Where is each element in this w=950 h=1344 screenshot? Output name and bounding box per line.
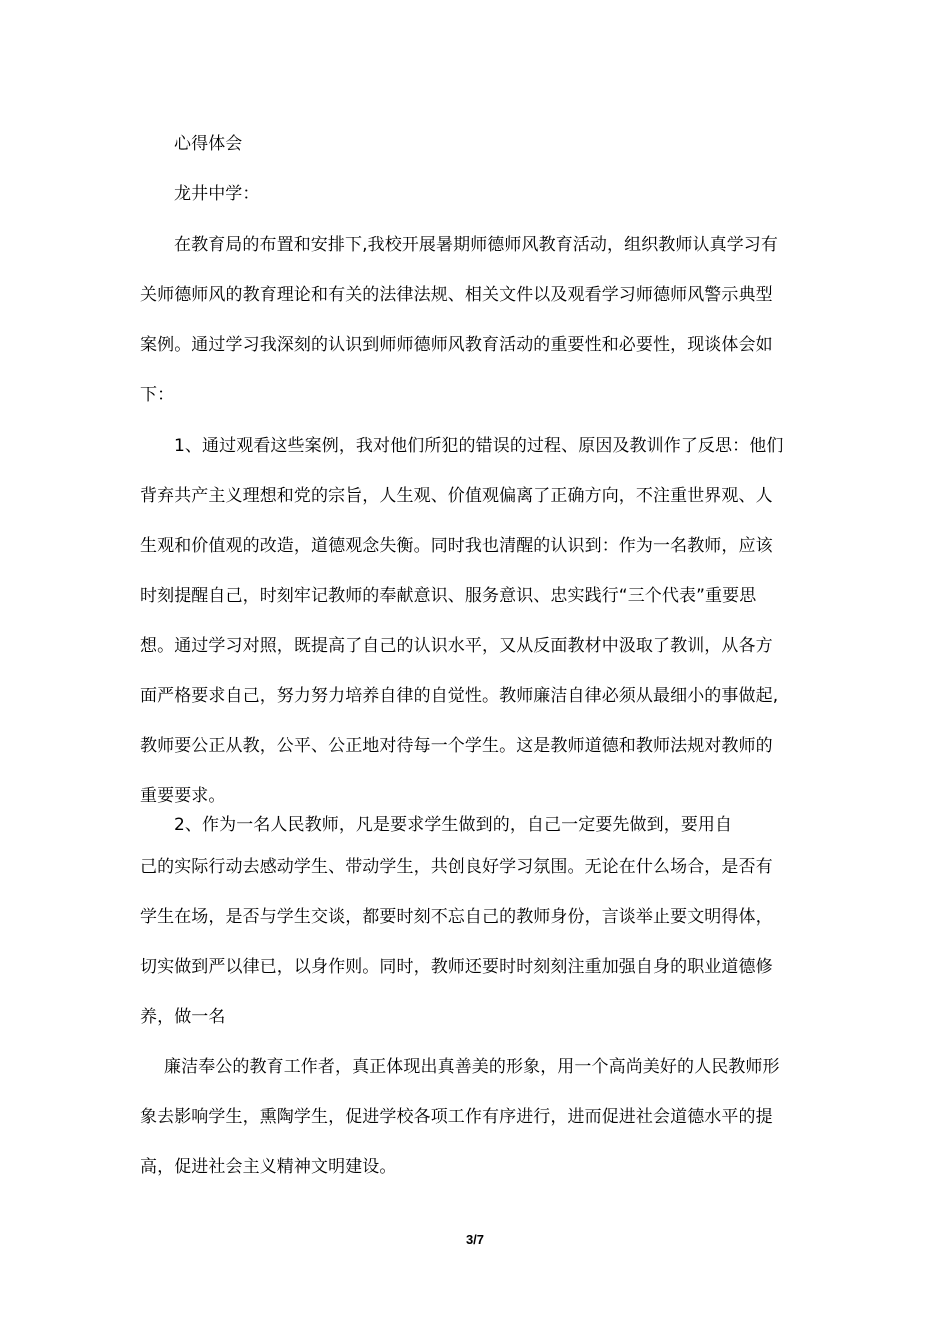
paragraph-line: 在教育局的布置和安排下,我校开展暑期师德师风教育活动，组织教师认真学习有: [174, 235, 779, 255]
paragraph-line: 高，促进社会主义精神文明建设。: [140, 1157, 397, 1177]
paragraph-line: 下：: [140, 385, 175, 405]
paragraph-line: 想。通过学习对照，既提高了自己的认识水平，又从反面教材中汲取了教训，从各方: [140, 636, 773, 656]
paragraph-line: 面严格要求自己，努力努力培养自律的自觉性。教师廉洁自律必须从最细小的事做起,: [140, 686, 779, 706]
paragraph-line: 时刻提醒自己，时刻牢记教师的奉献意识、服务意识、忠实践行“三个代表”重要思: [140, 586, 757, 606]
paragraph-line: 关师德师风的教育理论和有关的法律法规、相关文件以及观看学习师德师风警示典型: [140, 285, 773, 305]
paragraph-line: 背弃共产主义理想和党的宗旨，人生观、价值观偏离了正确方向，不注重世界观、人: [140, 486, 773, 506]
paragraph-line: 养，做一名: [140, 1007, 226, 1027]
page-number: 3/7: [465, 1232, 485, 1247]
paragraph-line: 2、作为一名人民教师，凡是要求学生做到的，自己一定要先做到，要用自: [174, 815, 733, 835]
paragraph-line: 切实做到严以律已，以身作则。同时，教师还要时时刻刻注重加强自身的职业道德修: [140, 957, 773, 977]
paragraph-line: 学生在场，是否与学生交谈，都要时刻不忘自己的教师身份，言谈举止要文明得体，: [140, 907, 773, 927]
paragraph-line: 廉洁奉公的教育工作者，真正体现出真善美的形象，用一个高尚美好的人民教师形: [164, 1057, 780, 1077]
paragraph-line: 象去影响学生，熏陶学生，促进学校各项工作有序进行，进而促进社会道德水平的提: [140, 1107, 773, 1127]
paragraph-line: 己的实际行动去感动学生、带动学生，共创良好学习氛围。无论在什么场合，是否有: [140, 857, 773, 877]
paragraph-line: 重要要求。: [140, 786, 226, 806]
document-title: 心得体会: [174, 134, 243, 154]
paragraph-line: 教师要公正从教，公平、公正地对待每一个学生。这是教师道德和教师法规对教师的: [140, 736, 773, 756]
paragraph-line: 生观和价值观的改造，道德观念失衡。同时我也清醒的认识到：作为一名教师，应该: [140, 536, 773, 556]
addressee: 龙井中学：: [174, 184, 260, 204]
paragraph-line: 1、通过观看这些案例，我对他们所犯的错误的过程、原因及教训作了反思：他们: [174, 436, 784, 456]
paragraph-line: 案例。通过学习我深刻的认识到师师德师风教育活动的重要性和必要性，现谈体会如: [140, 335, 773, 355]
